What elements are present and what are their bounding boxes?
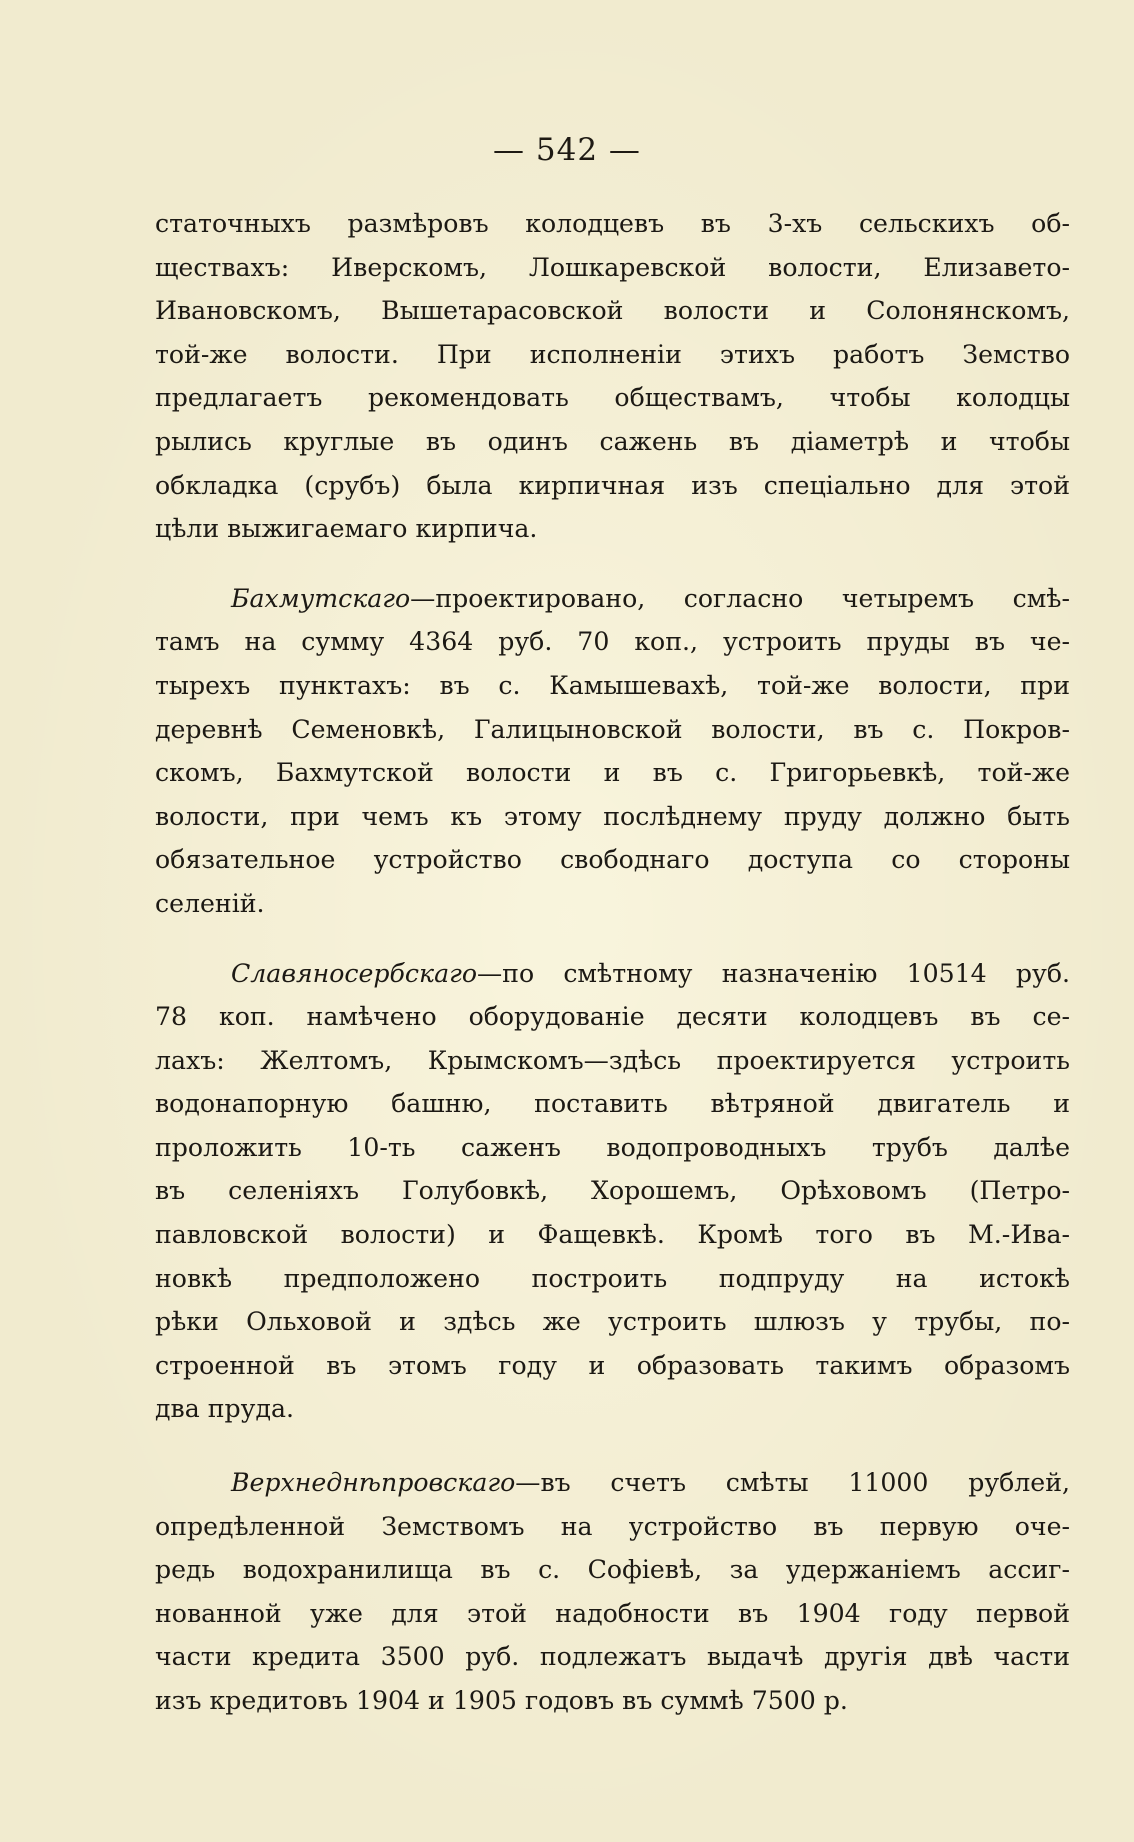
text-line: тамъ на сумму 4364 руб. 70 коп., устроить пруды въ че-	[155, 627, 1070, 657]
text-line: тырехъ пунктахъ: въ с. Камышевахѣ, той-же волости, при	[155, 670, 1070, 700]
text-line: въ селеніяхъ Голубовкѣ, Хорошемъ, Орѣховомъ (Петро-	[155, 1176, 1070, 1206]
text-line: опредѣленной Земствомъ на устройство въ первую оче-	[155, 1511, 1070, 1541]
district-name: Верхнеднѣпровскаго	[231, 1468, 516, 1498]
text-line: деревнѣ Семеновкѣ, Галицыновской волости, въ с. Покров-	[155, 714, 1070, 744]
text-line: цѣли выжигаемаго кирпича.	[155, 514, 538, 544]
line-rest: —проектировано, согласно четыремъ смѣ-	[410, 583, 1070, 613]
text-line: статочныхъ размѣровъ колодцевъ въ 3-хъ сельскихъ об-	[155, 209, 1070, 238]
line-rest: —въ счетъ смѣты 11000 рублей,	[515, 1468, 1070, 1498]
text-line: строенной въ этомъ году и образовать такимъ образомъ	[155, 1350, 1070, 1380]
district-name: Бахмутскаго	[231, 583, 411, 613]
text-line: селеній.	[155, 888, 265, 918]
district-name: Славяносербскаго	[231, 958, 477, 988]
body-text	[155, 202, 1070, 1723]
text-line: той-же волости. При исполненіи этихъ работъ Земство	[155, 339, 1070, 369]
text-line: павловской волости) и Фащевкѣ. Кромѣ того въ М.-Ива-	[155, 1220, 1070, 1250]
text-line: предлагаетъ рекомендовать обществамъ, чтобы колодцы	[155, 383, 1070, 413]
text-line: водонапорную башню, поставить вѣтряной двигатель и	[155, 1089, 1070, 1119]
text-line: обкладка (срубъ) была кирпичная изъ спеціально для этой	[155, 470, 1070, 500]
text-line: редь водохранилища въ с. Софіевѣ, за удержаніемъ ассиг-	[155, 1555, 1070, 1585]
text-line: скомъ, Бахмутской волости и въ с. Григорьевкѣ, той-же	[155, 758, 1070, 788]
paragraph-1	[155, 202, 1070, 551]
paragraph-bakhmut	[155, 577, 1070, 926]
text-line: лахъ: Желтомъ, Крымскомъ—здѣсь проектируется устроить	[155, 1045, 1070, 1075]
text-line	[155, 577, 1070, 621]
text-line: рѣки Ольховой и здѣсь же устроить шлюзъ у трубы, по-	[155, 1307, 1070, 1337]
text-line: Ивановскомъ, Вышетарасовской волости и Солонянскомъ,	[155, 296, 1070, 326]
text-line: волости, при чемъ къ этому послѣднему пруду должно быть	[155, 801, 1070, 831]
paragraph-verkhnedneprovsk	[155, 1461, 1070, 1723]
text-line	[155, 952, 1070, 996]
text-line: два пруда.	[155, 1394, 294, 1424]
text-line: обязательное устройство свободнаго доступа со стороны	[155, 845, 1070, 875]
text-line: ществахъ: Иверскомъ, Лошкаревской волости, Елизавето-	[155, 252, 1070, 282]
line-rest: —по смѣтному назначенію 10514 руб.	[476, 958, 1070, 988]
text-line: изъ кредитовъ 1904 и 1905 годовъ въ суммѣ 7500 р.	[155, 1686, 848, 1715]
page-number: — 542 —	[493, 132, 641, 168]
text-line: рылись круглые въ одинъ сажень въ діаметрѣ и чтобы	[155, 426, 1070, 456]
text-line: 78 коп. намѣчено оборудованіе десяти колодцевъ въ се-	[155, 1002, 1070, 1032]
text-line: нованной уже для этой надобности въ 1904 году первой	[155, 1598, 1070, 1628]
text-line: проложить 10-ть саженъ водопроводныхъ трубъ далѣе	[155, 1132, 1070, 1162]
text-line	[155, 1461, 1070, 1505]
text-line: новкѣ предположено построить подпруду на истокѣ	[155, 1263, 1070, 1293]
paragraph-slavyanoserbsk	[155, 952, 1070, 1432]
text-line: части кредита 3500 руб. подлежатъ выдачѣ другія двѣ части	[155, 1642, 1070, 1672]
